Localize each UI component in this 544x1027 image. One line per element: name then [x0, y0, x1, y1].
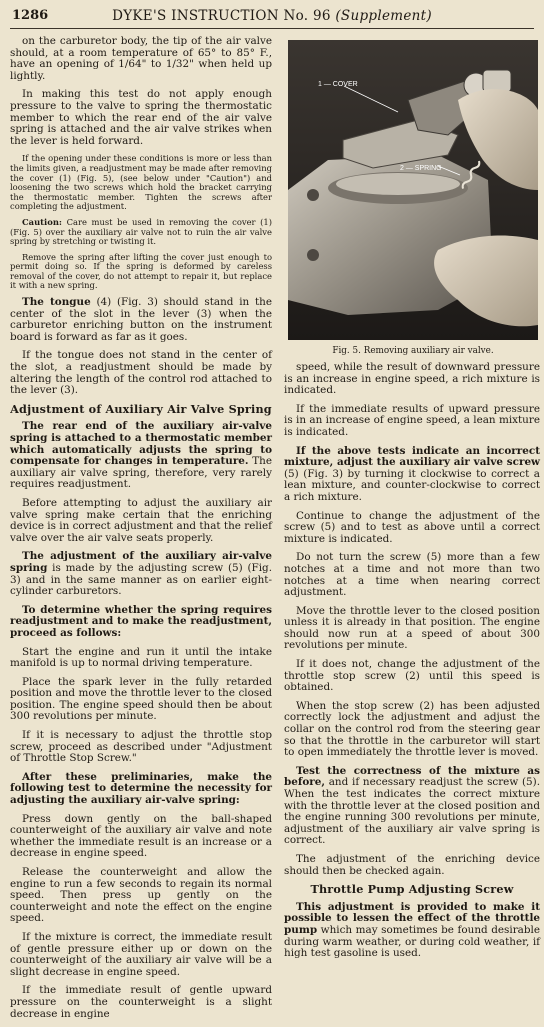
- paragraph-text: If the mixture is correct, the immediate result of gentle pressure either up or down on the counterweight of the auxiliary air valve will be a slight decrease in engine speed.: [10, 930, 272, 978]
- paragraph-text: Release the counterweight and allow the engine to run a few seconds to regain its normal speed. Then press up gently on the counterweight and note the effect on the engine speed.: [10, 866, 272, 925]
- paragraph-text: Remove the spring after lifting the cover just enough to permit doing so. If the spring is deformed by careless removal of the cover, do not attempt to repair it, but replace it with a new spring.: [10, 251, 272, 291]
- paragraph-text: Move the throttle lever to the closed position unless it is already in that position. The engine should now run at a speed of about 300 revolutions per minute.: [284, 604, 540, 652]
- paragraph-text: on the carburetor body, the tip of the air valve should, at a room temperature of 65° to 85° F., have an opening of 1/64" to 1/32" when held up lightly.: [10, 35, 272, 82]
- paragraph-lead: The adjustment of the auxiliary air-valve spring: [10, 550, 272, 574]
- paragraph: [284, 511, 540, 546]
- paragraph: [10, 814, 272, 860]
- paragraph-lead: The rear end of the auxiliary air-valve spring is attached to a thermostatic member which automatically adjusts the spring to compensate for changes in temperature.: [10, 420, 272, 468]
- running-title-supplement: (Supplement): [335, 8, 432, 24]
- paragraph: [10, 730, 272, 765]
- paragraph: [284, 902, 540, 960]
- paragraph: [10, 867, 272, 925]
- paragraph: [284, 659, 540, 694]
- paragraph-text: and if necessary readjust the screw (5). When the test indicates the correct mixture with the throttle lever at the closed position and the engine running 300 revolutions per minute, adjustment of the auxiliary air valve spring is correct.: [284, 776, 540, 847]
- paragraph-lead: If the above tests indicate an incorrect mixture, adjust the auxiliary air valve screw: [284, 444, 540, 469]
- paragraph-text: speed, while the result of downward pressure is an increase in engine speed, a rich mixture is indicated.: [284, 361, 540, 397]
- paragraph: [284, 701, 540, 759]
- paragraph: [284, 362, 540, 397]
- figure-label-spring: 2 — SPRING: [400, 165, 442, 172]
- paragraph: [10, 350, 272, 396]
- paragraph-text: Continue to change the adjustment of the screw (5) and to test as above until a correct mixture is indicated.: [284, 509, 540, 545]
- paragraph-text: Place the spark lever in the fully retarded position and move the throttle lever to the closed position. The engine speed should then be about 300 revolutions per minute.: [10, 675, 272, 723]
- paragraph-text: (5) (Fig. 3) by turning it clockwise to correct a lean mixture, and counter-clockwise to correct a rich mixture.: [284, 467, 540, 503]
- paragraph: [284, 606, 540, 652]
- paragraph-text: When the stop screw (2) has been adjusted correctly lock the adjustment and adjust the collar on the control rod from the steering gear so that the throttle in the carburetor will start to open immediately the throttle lever is moved.: [284, 699, 540, 759]
- paragraph-lead: This adjustment is provided to make it possible to lessen the effect of the throttle pump: [284, 900, 540, 936]
- page-header: [10, 6, 534, 29]
- figure-caption: Fig. 5. Removing auxiliary air valve.: [332, 346, 494, 356]
- paragraph: [284, 404, 540, 439]
- paragraph: [284, 446, 540, 504]
- paragraph-text: Start the engine and run it until the intake manifold is up to normal driving temperature.: [10, 645, 272, 670]
- paragraph: [284, 766, 540, 847]
- carburetor-photo-illustration: [288, 40, 538, 340]
- paragraph: [10, 647, 272, 670]
- figure-label-cover: 1 — COVER: [318, 81, 358, 88]
- paragraph: [10, 421, 272, 491]
- note-paragraph: [10, 154, 272, 212]
- paragraph-lead: To determine whether the spring requires readjustment and to make the readjustment, proceed as follows:: [10, 603, 272, 639]
- paragraph-text: The adjustment of the enriching device should then be checked again.: [284, 852, 540, 877]
- paragraph: [10, 772, 272, 807]
- paragraph-text: If the immediate results of upward pressure is in an increase of engine speed, a lean mixture is indicated.: [284, 402, 540, 438]
- paragraph-text: If the immediate result of gentle upward pressure on the counterweight is a slight decrease in engine: [10, 984, 272, 1020]
- paragraph-text: If it is necessary to adjust the throttle stop screw, proceed as described under "Adjustment of Throttle Stop Screw.": [10, 729, 272, 765]
- paragraph: [284, 552, 540, 598]
- note-paragraph: [10, 253, 272, 291]
- paragraph-text: The auxiliary air valve spring, therefore, very rarely requires readjustment.: [10, 455, 272, 491]
- paragraph: [10, 932, 272, 978]
- paragraph-lead: After these preliminaries, make the following test to determine the necessity for adjusting the auxiliary air-valve spring:: [10, 770, 272, 807]
- paragraph: [10, 498, 272, 544]
- left-text-column: [10, 36, 272, 1027]
- paragraph-lead: The tongue: [22, 296, 91, 309]
- running-title-text: DYKE'S INSTRUCTION No. 96: [112, 8, 331, 24]
- paragraph: [10, 551, 272, 597]
- paragraph-text: is made by the adjusting screw (5) (Fig. 3) and in the same manner as on earlier eight-cylinder carburetors.: [10, 561, 272, 598]
- paragraph: [284, 854, 540, 877]
- paragraph: [10, 297, 272, 343]
- paragraph: [10, 605, 272, 640]
- paragraph-text: (4) (Fig. 3) should stand in the center of the slot in the lever (3) when the carburetor enriching button on the instrument board is forward as far as it goes.: [10, 296, 272, 343]
- paragraph-text: Do not turn the screw (5) more than a few notches at a time and not more than two notches at a time when nearing correct adjustment.: [284, 551, 540, 599]
- note-paragraph: [10, 218, 272, 247]
- paragraph-text: Press down gently on the ball-shaped counterweight of the auxiliary air valve and note whether the immediate result is an increase or a decrease in engine speed.: [10, 812, 272, 860]
- paragraph-text: If the tongue does not stand in the center of the slot, a readjustment should be made by altering the length of the control rod attached to the lever (3).: [10, 349, 272, 397]
- paragraph: [10, 677, 272, 723]
- paragraph-lead: Test the correctness of the mixture as before,: [284, 764, 540, 789]
- paragraph-text: If the opening under these conditions is more or less than the limits given, a readjustment may be made after removing the cover (1) (Fig. 5), (see below under "Caution") and loosening the two screws which hold the bracket carrying the thermostatic member. Tighten the screws after completing the adjustment.: [10, 153, 272, 212]
- right-text-column: [284, 362, 540, 967]
- paragraph-text: Before attempting to adjust the auxiliary air valve spring make certain that the enriching device is in correct adjustment and that the relief valve over the air valve seats properly.: [10, 496, 272, 544]
- section-heading: Adjustment of Auxiliary Air Valve Spring: [10, 401, 272, 416]
- running-title: [10, 8, 534, 24]
- figure-photo: [288, 40, 538, 340]
- paragraph: [10, 36, 272, 82]
- paragraph: [10, 985, 272, 1020]
- paragraph-lead: Caution:: [22, 216, 62, 227]
- paragraph: [10, 89, 272, 147]
- section-heading: Throttle Pump Adjusting Screw: [310, 882, 514, 897]
- paragraph-text: In making this test do not apply enough pressure to the valve to spring the thermostatic member to which the rear end of the air valve spring is attached and the air valve strikes when the lever is held forward.: [10, 88, 272, 147]
- page-number: 1286: [12, 8, 49, 23]
- paragraph-text: Care must be used in removing the cover (1) (Fig. 5) over the auxiliary air valve not to ruin the air valve spring by stretching or twisting it.: [10, 216, 272, 247]
- paragraph-text: If it does not, change the adjustment of the throttle stop screw (2) until this speed is obtained.: [284, 658, 540, 694]
- paragraph-text: which may sometimes be found desirable during warm weather, or during cold weather, if high test gasoline is used.: [284, 923, 540, 960]
